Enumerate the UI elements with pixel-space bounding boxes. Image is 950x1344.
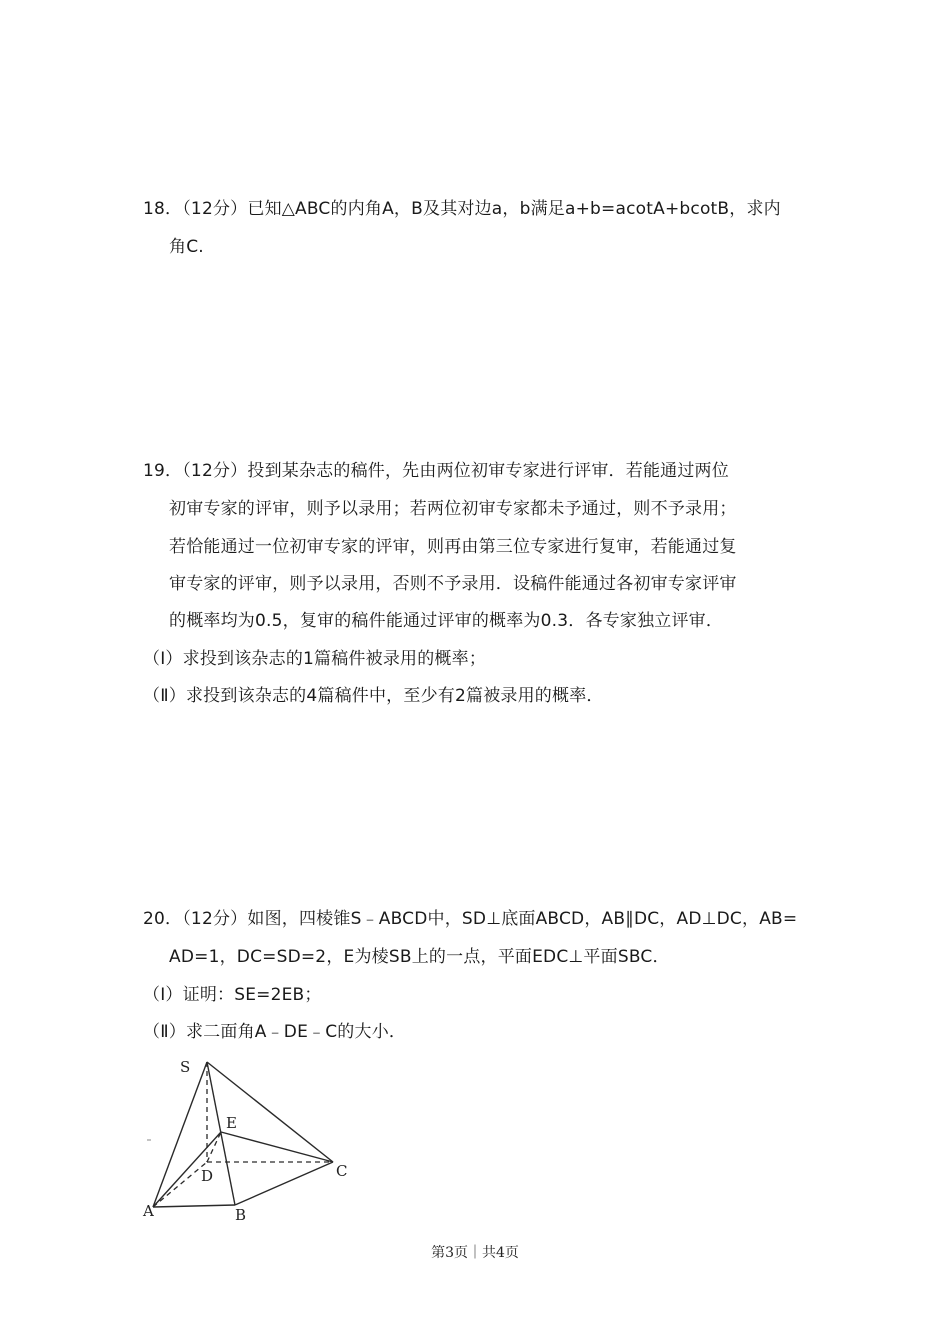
- label-C: C: [336, 1162, 348, 1180]
- q19-part-2: （Ⅱ）求投到该杂志的4篇稿件中，至少有2篇被录用的概率．: [143, 686, 604, 706]
- q18-line-2: 角C.: [169, 237, 204, 257]
- q19-part-1: （Ⅰ）求投到该杂志的1篇稿件被录用的概率；: [143, 649, 487, 669]
- q20-line-1: 20．（12分）如图，四棱锥S﹣ABCD中，SD⊥底面ABCD，AB∥DC，AD⊥DC，AB=: [143, 909, 798, 929]
- edge-BC: [235, 1162, 333, 1205]
- q20-line-2: AD=1，DC=SD=2，E为棱SB上的一点，平面EDC⊥平面SBC．: [169, 947, 670, 967]
- q19-line-4: 审专家的评审，则予以录用，否则不予录用．设稿件能通过各初审专家评审: [169, 574, 737, 594]
- q19-line-3: 若恰能通过一位初审专家的评审，则再由第三位专家进行复审，若能通过复: [169, 537, 737, 557]
- label-A: A: [143, 1202, 154, 1220]
- edge-SA: [153, 1062, 207, 1207]
- edge-SC: [207, 1062, 333, 1162]
- q19-line-2: 初审专家的评审，则予以录用；若两位初审专家都未予通过，则不予录用；: [169, 499, 737, 519]
- edge-DE: [207, 1132, 221, 1162]
- q18-line-1: 18．（12分）已知△ABC的内角A，B及其对边a，b满足a+b=acotA+bcotB，求内: [143, 199, 781, 219]
- pyramid-figure: [135, 1050, 365, 1225]
- label-D: D: [201, 1167, 214, 1185]
- q19-line-1: 19．（12分）投到某杂志的稿件，先由两位初审专家进行评审．若能通过两位: [143, 461, 729, 481]
- label-B: B: [235, 1206, 247, 1224]
- q20-part-2: （Ⅱ）求二面角A﹣DE﹣C的大小．: [143, 1022, 407, 1042]
- page-footer: 第3页｜共4页: [431, 1245, 519, 1261]
- q19-line-5: 的概率均为0.5，复审的稿件能通过评审的概率为0.3．各专家独立评审．: [169, 611, 724, 631]
- edge-AB: [153, 1205, 235, 1207]
- q20-part-1: （Ⅰ）证明：SE=2EB；: [143, 985, 322, 1005]
- label-E: E: [226, 1114, 237, 1132]
- edge-EC: [221, 1132, 333, 1162]
- label-S: S: [180, 1058, 191, 1076]
